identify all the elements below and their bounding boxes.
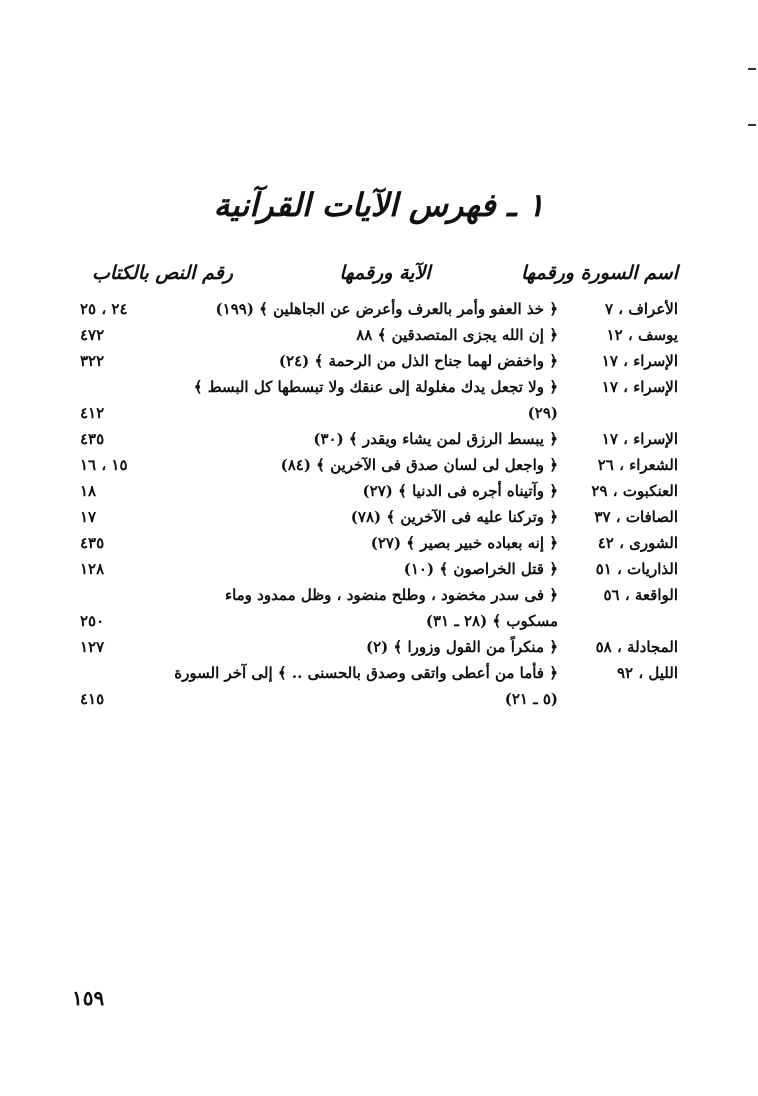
row-ref: ٣٢٢ — [80, 352, 105, 370]
row-ayah: ﴿ يبسط الرزق لمن يشاء ويقدر ﴾ (٣٠) — [313, 430, 558, 448]
row-ayah: ﴿ قتل الخراصون ﴾ (١٠) — [403, 560, 558, 578]
row-surah: الواقعة ، ٥٦ — [603, 586, 678, 604]
table-row — [80, 478, 678, 504]
header-ref: رقم النص بالكتاب — [92, 262, 233, 284]
row-surah: يوسف ، ١٢ — [606, 326, 678, 344]
row-ref: ١٢٨ — [80, 560, 105, 578]
scan-mark — [748, 68, 756, 70]
table-row — [80, 374, 678, 400]
table-row — [80, 348, 678, 374]
column-headers — [92, 262, 678, 292]
row-ref: ١٨ — [80, 482, 97, 500]
table-row — [80, 634, 678, 660]
row-ref: ٤٣٥ — [80, 430, 105, 448]
row-surah: الليل ، ٩٢ — [616, 664, 678, 682]
row-ayah: ﴿ فأما من أعطى واتقى وصدق بالحسنى .. ﴾ إلى آخر السورة — [174, 664, 558, 682]
row-ayah: (٢٩) — [527, 404, 558, 422]
row-surah: الشورى ، ٤٢ — [597, 534, 678, 552]
header-surah: اسم السورة ورقمها — [520, 262, 678, 284]
page-title: ١ ـ فهرس الآيات القرآنية — [213, 186, 545, 224]
row-surah: الإسراء ، ١٧ — [601, 378, 678, 396]
row-ref: ٤٧٢ — [80, 326, 105, 344]
row-surah: المجادلة ، ٥٨ — [595, 638, 678, 656]
row-surah: الإسراء ، ١٧ — [601, 352, 678, 370]
row-ayah: مسكوب ﴾ (٢٨ ـ ٣١) — [425, 612, 558, 630]
row-ref: ٢٥٠ — [80, 612, 105, 630]
row-ayah: ﴿ خذ العفو وأمر بالعرف وأعرض عن الجاهلين ﴾ (١٩٩) — [215, 300, 558, 318]
row-surah: الشعراء ، ٢٦ — [597, 456, 678, 474]
scan-mark — [748, 124, 756, 126]
row-ayah: ﴿ وتركنا عليه فى الآخرين ﴾ (٧٨) — [350, 508, 558, 526]
row-ayah: ﴿ واجعل لى لسان صدق فى الآخرين ﴾ (٨٤) — [280, 456, 558, 474]
verses-table — [80, 296, 678, 712]
row-ref: ٤١٥ — [80, 690, 105, 708]
row-ayah: ﴿ إنه بعباده خبير بصير ﴾ (٢٧) — [370, 534, 558, 552]
row-surah: العنكبوت ، ٢٩ — [591, 482, 678, 500]
row-ref: ١٧ — [80, 508, 97, 526]
row-surah: الذاريات ، ٥١ — [595, 560, 678, 578]
row-ref: ١٢٧ — [80, 638, 105, 656]
table-row — [80, 582, 678, 608]
table-row — [80, 660, 678, 686]
table-row — [80, 322, 678, 348]
row-surah: الصافات ، ٣٧ — [594, 508, 678, 526]
table-row — [80, 556, 678, 582]
table-row — [80, 426, 678, 452]
table-row — [80, 296, 678, 322]
row-ayah: (٥ ـ ٢١) — [504, 690, 558, 708]
row-ayah: ﴿ فى سدر مخضود ، وطلح منضود ، وظل ممدود وماء — [225, 586, 558, 604]
row-ayah: ﴿ وآتيناه أجره فى الدنيا ﴾ (٢٧) — [362, 482, 558, 500]
table-row — [80, 504, 678, 530]
row-ayah: ﴿ واخفض لهما جناح الذل من الرحمة ﴾ (٢٤) — [278, 352, 558, 370]
row-surah: الإسراء ، ١٧ — [601, 430, 678, 448]
row-ayah: ﴿ منكراً من القول وزورا ﴾ (٢) — [365, 638, 558, 656]
table-row — [80, 686, 678, 712]
header-ayah: الآية ورقمها — [339, 262, 431, 284]
row-ref: ١٥ ، ١٦ — [80, 456, 128, 474]
row-ref: ٤١٢ — [80, 404, 105, 422]
row-ref: ٢٤ ، ٢٥ — [80, 300, 128, 318]
table-row — [80, 452, 678, 478]
page-number: ١٥٩ — [72, 986, 105, 1010]
row-ref: ٤٣٥ — [80, 534, 105, 552]
row-surah: الأعراف ، ٧ — [604, 300, 678, 318]
row-ayah: ﴿ ولا تجعل يدك مغلولة إلى عنقك ولا تبسطها كل البسط ﴾ — [193, 378, 558, 396]
table-row — [80, 530, 678, 556]
table-row — [80, 608, 678, 634]
row-ayah: ﴿ إن الله يجزى المتصدقين ﴾ ٨٨ — [356, 326, 558, 344]
table-row — [80, 400, 678, 426]
